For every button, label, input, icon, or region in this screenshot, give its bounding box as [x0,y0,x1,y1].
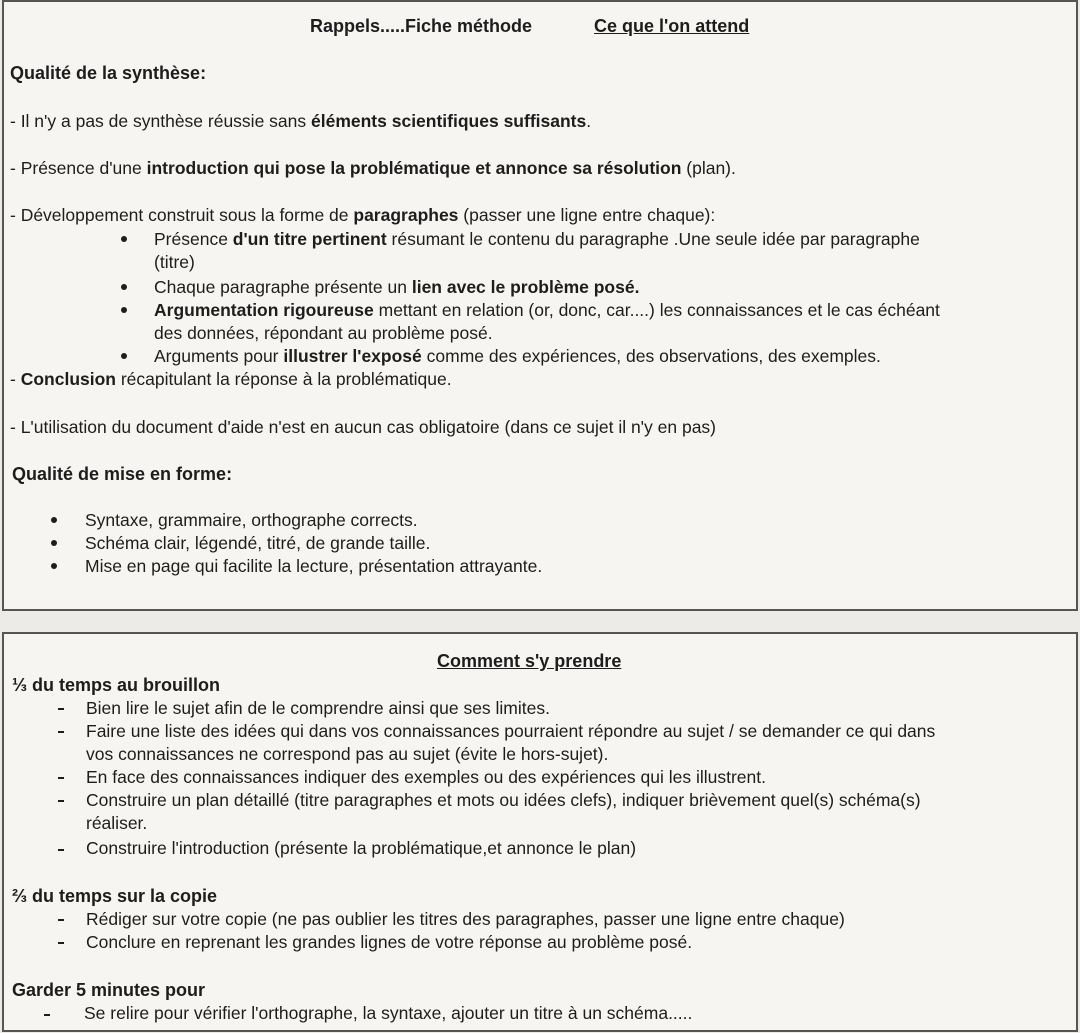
brouillon-item-cont: réaliser. [86,813,148,833]
copie-item: Rédiger sur votre copie (ne pas oublier les titres des paragraphes, passer une ligne entre chaque) [86,909,845,929]
forme-item: Schéma clair, légendé, titré, de grande taille. [85,533,431,553]
bullet-icon [121,307,127,313]
synthese-point-3: - Développement construit sous la forme de paragraphes (passer une ligne entre chaque): [10,205,716,225]
synthese-title: Qualité de la synthèse: [10,63,207,83]
dash-icon [58,942,64,944]
bullet-icon [121,284,127,290]
dev-bullet-4: Arguments pour illustrer l'exposé comme des expériences, des observations, des exemples. [154,346,881,366]
method-title: Comment s'y prendre [437,651,622,671]
bullet-icon [51,517,57,523]
dev-bullet-1-cont: (titre) [154,252,195,272]
brouillon-item: Bien lire le sujet afin de le comprendre ainsi que ses limites. [86,698,550,718]
synthese-point-4: - Conclusion récapitulant la réponse à la problématique. [10,369,452,389]
dash-icon [58,708,64,710]
brouillon-item: Construire l'introduction (présente la problématique,et annonce le plan) [86,838,637,858]
dash-icon [58,849,64,851]
synthese-point-5: - L'utilisation du document d'aide n'est en aucun cas obligatoire (dans ce sujet il n'y en pas) [10,417,717,437]
brouillon-item: Construire un plan détaillé (titre paragraphes et mots ou idées clefs), indiquer brièvement quel(s) schéma(s) [86,790,921,810]
dash-icon [44,1014,50,1016]
brouillon-item: En face des connaissances indiquer des exemples ou des expériences qui les illustrent. [86,767,766,787]
relire-title: Garder 5 minutes pour [12,980,206,1000]
copie-title: ⅔ du temps sur la copie [12,886,218,906]
synthese-point-2: - Présence d'une introduction qui pose la problématique et annonce sa résolution (plan). [10,158,736,178]
relire-item: Se relire pour vérifier l'orthographe, la syntaxe, ajouter un titre à un schéma..... [84,1003,693,1023]
forme-title: Qualité de mise en forme: [12,464,233,484]
bullet-icon [51,563,57,569]
bullet-icon [121,353,127,359]
dev-bullet-3: Argumentation rigoureuse mettant en relation (or, donc, car....) les connaissances et le cas échéant [154,300,940,320]
header-subtitle: Ce que l'on attend [594,16,750,36]
dev-bullet-3-cont: des données, répondant au problème posé. [154,323,493,343]
synthese-point-1: - Il n'y a pas de synthèse réussie sans éléments scientifiques suffisants. [10,111,592,131]
dash-icon [58,731,64,733]
dash-icon [58,800,64,802]
forme-item: Syntaxe, grammaire, orthographe corrects. [85,510,418,530]
dev-bullet-2: Chaque paragraphe présente un lien avec le problème posé. [154,277,640,297]
bullet-icon [51,540,57,546]
copie-item: Conclure en reprenant les grandes lignes de votre réponse au problème posé. [86,932,693,952]
header-title: Rappels.....Fiche méthode [310,16,533,36]
brouillon-item: Faire une liste des idées qui dans vos connaissances pourraient répondre au sujet / se demander ce qui dans [86,721,936,741]
dev-bullet-1: Présence d'un titre pertinent résumant le contenu du paragraphe .Une seule idée par paragraphe [154,229,920,249]
dash-icon [58,777,64,779]
brouillon-item-cont: vos connaissances ne correspond pas au sujet (évite le hors-sujet). [86,744,609,764]
dash-icon [58,919,64,921]
brouillon-title: ⅓ du temps au brouillon [12,675,221,695]
bullet-icon [121,236,127,242]
forme-item: Mise en page qui facilite la lecture, présentation attrayante. [85,556,543,576]
